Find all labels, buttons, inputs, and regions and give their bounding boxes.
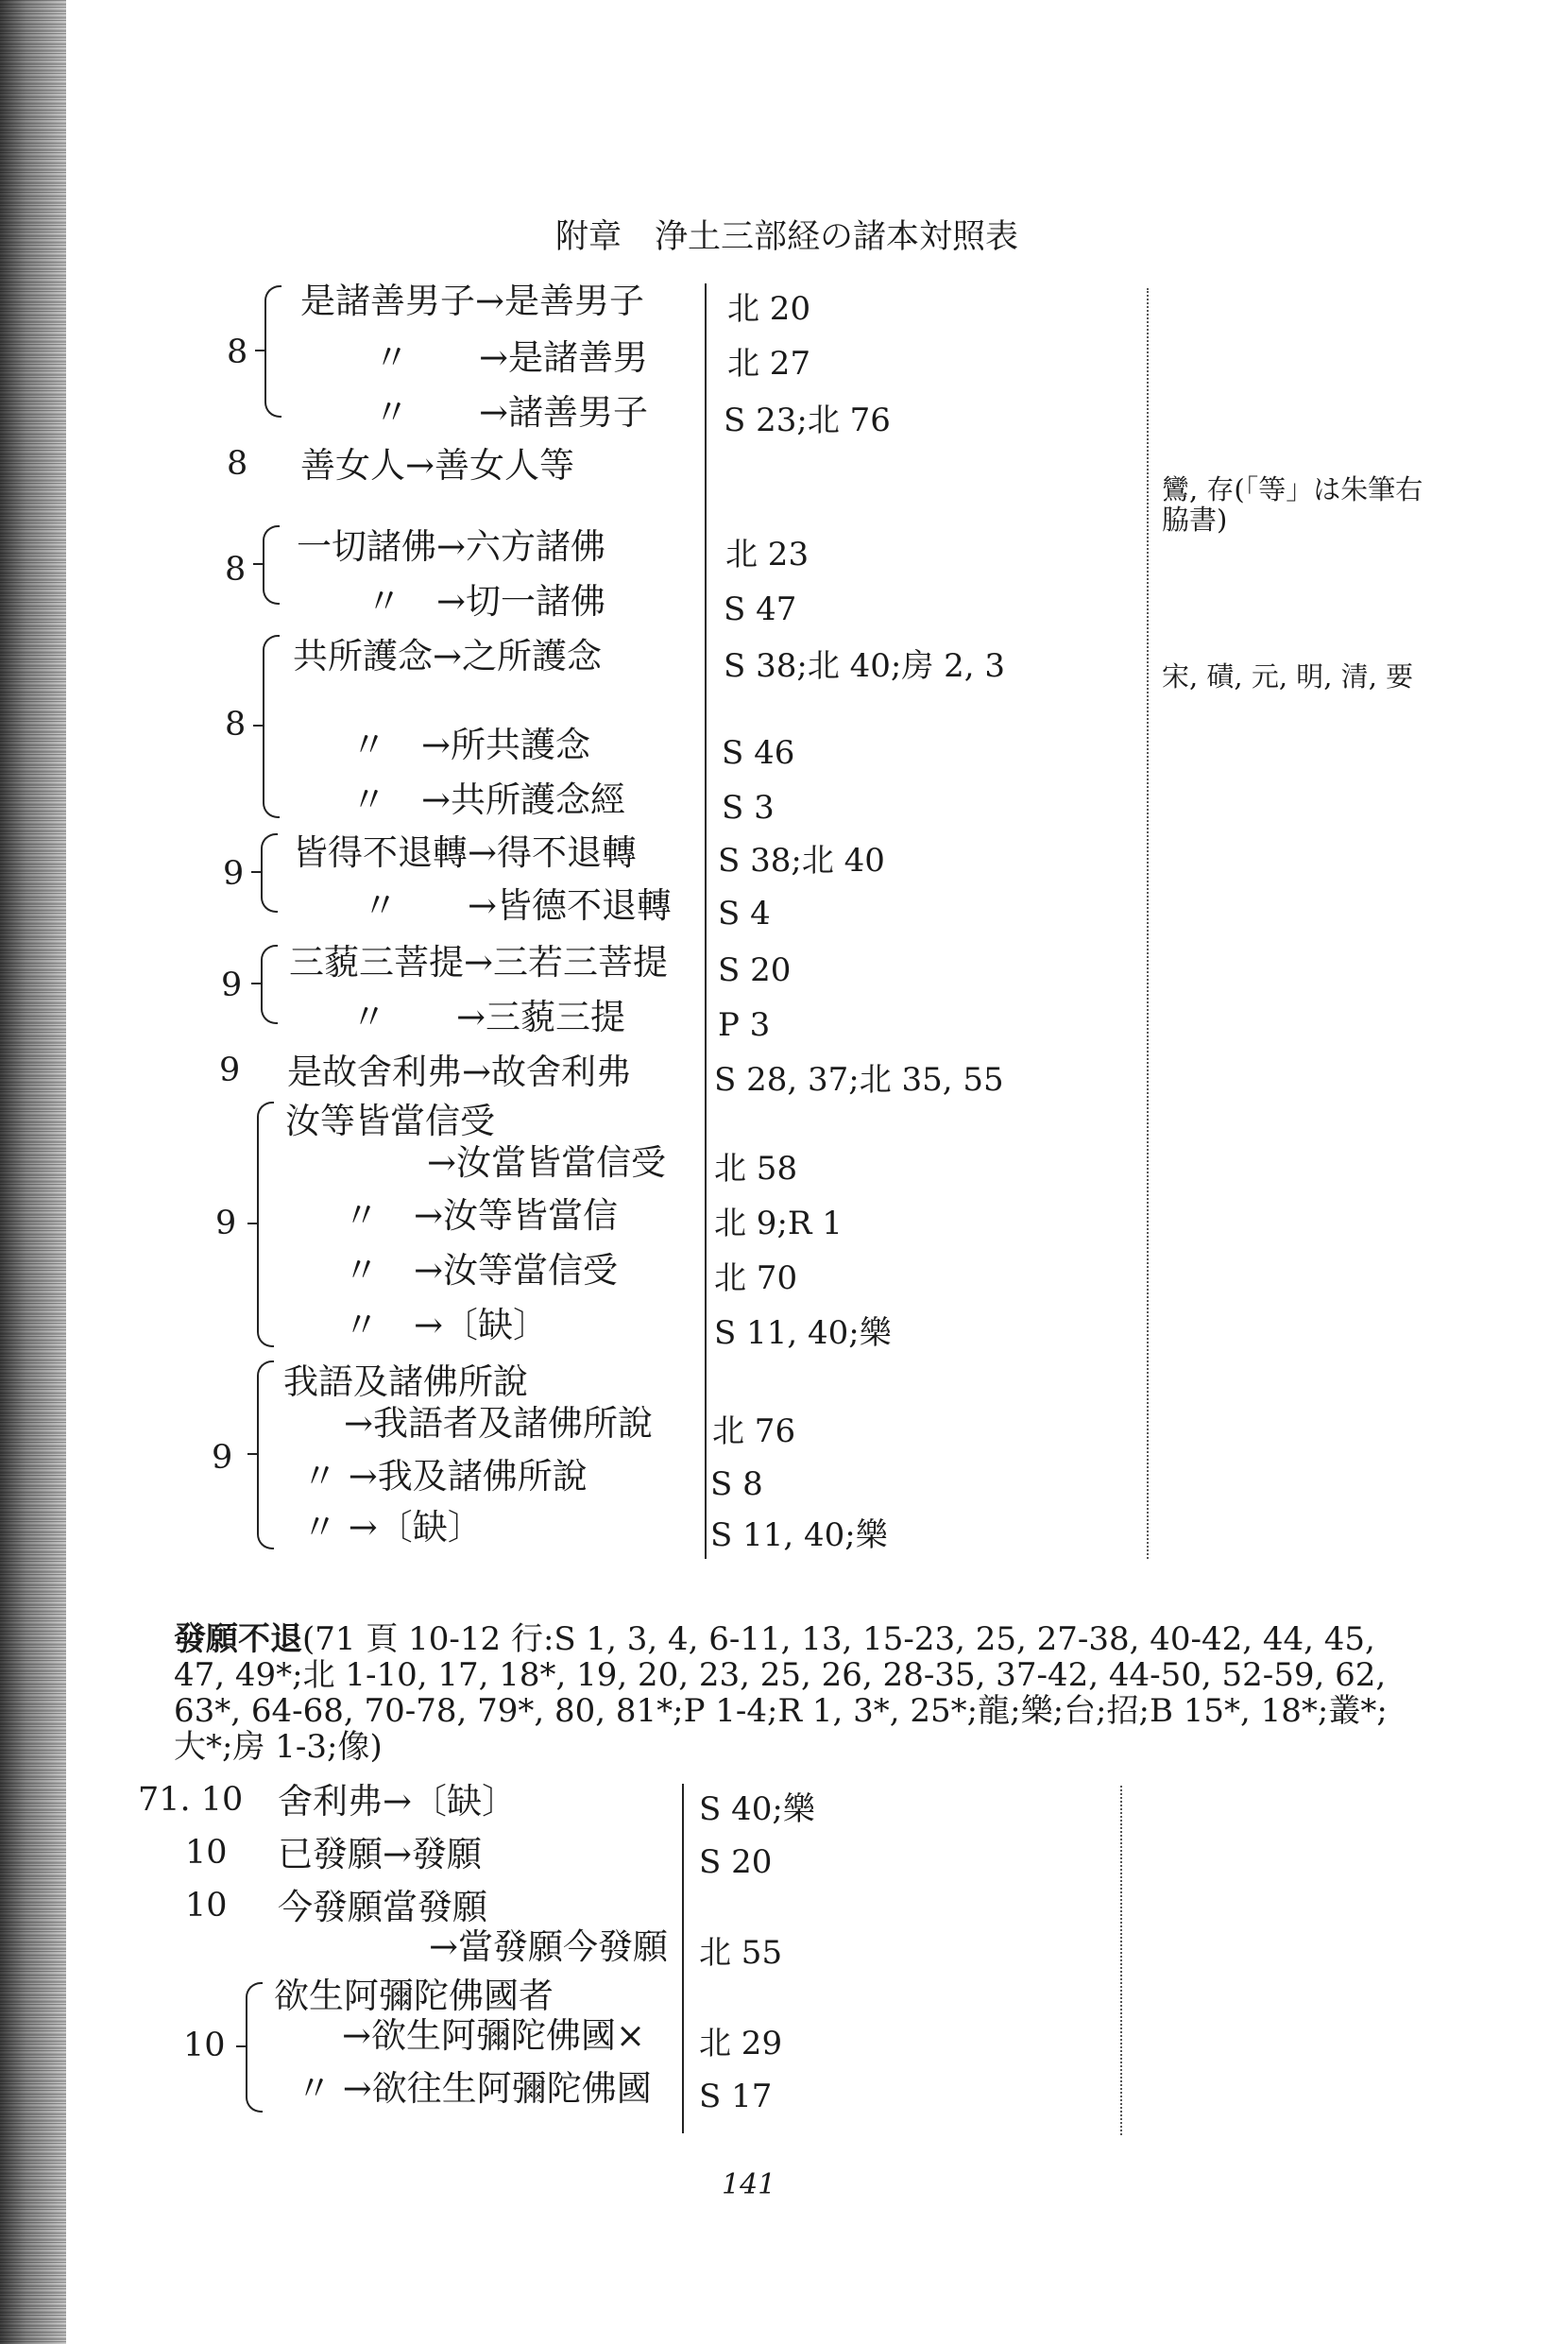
line-number: 9 — [221, 967, 243, 1004]
source-ref: S 28, 37;北 35, 55 — [714, 1061, 1004, 1099]
variant-entry: 三藐三菩提→三若三菩提 — [289, 942, 669, 983]
witness-note: 鸞, 存(「等」は朱筆右脇書) — [1162, 473, 1423, 536]
source-ref: S 4 — [718, 895, 771, 932]
variant-entry: 〃 →欲往生阿彌陀佛國 — [297, 2068, 652, 2109]
variant-entry: 皆得不退轉→得不退轉 — [293, 832, 638, 873]
source-ref: 北 55 — [699, 1934, 783, 1972]
source-ref: S 47 — [724, 590, 797, 628]
variant-entry: 〃 →三藐三提 — [351, 997, 626, 1037]
source-ref: S 20 — [718, 951, 792, 989]
source-ref: S 8 — [710, 1465, 763, 1503]
group-bracket — [257, 1102, 274, 1347]
variant-entry: 〃 →汝等皆當信 — [344, 1195, 619, 1236]
section-heading: 發願不退 — [174, 1620, 302, 1658]
source-ref: S 38;北 40 — [718, 842, 885, 880]
source-ref: S 17 — [699, 2078, 773, 2115]
variant-entry: 共所護念→之所護念 — [293, 636, 603, 676]
source-ref: 北 76 — [712, 1412, 796, 1450]
line-number: 8 — [227, 334, 248, 371]
witness-note: 宋, 磧, 元, 明, 清, 要 — [1162, 660, 1414, 693]
line-number: 9 — [215, 1205, 237, 1242]
section-heading-detail: (71 頁 10-12 行:S 1, 3, 4, 6-11, 13, 15-23, 25, 27-38, 40-42, 44, 45, 47, 49*;北 1-10, 17, 18*, 19, 20, 23, 25, 26, 28-35, 37-42, 44-50, 52-59, 62, 63*, 64-68, 70-78, 79*, 80, 81*;P 1-4;R 1, 3*, 25*;龍;樂;台;招;B 15*, 18*;叢*;大*;房 1-3;像) — [174, 1620, 1388, 1766]
variant-entry: 〃 →〔缺〕 — [302, 1507, 483, 1548]
source-ref: S 46 — [722, 734, 795, 772]
line-number: 9 — [212, 1439, 233, 1477]
source-ref: S 40;樂 — [699, 1790, 815, 1828]
section-heading-block — [174, 1621, 1392, 1765]
variant-entry: 善女人→善女人等 — [300, 445, 575, 486]
source-ref: 北 29 — [699, 2025, 783, 2062]
variant-entry-continuation: →我語者及諸佛所說 — [344, 1403, 654, 1444]
line-number: 8 — [227, 445, 248, 483]
group-bracket — [257, 1360, 274, 1549]
source-ref: S 23;北 76 — [724, 402, 891, 439]
group-bracket — [261, 833, 278, 913]
variant-entry: 已發願→發願 — [278, 1834, 483, 1874]
column-divider — [705, 283, 707, 1559]
variant-entry: 舍利弗→〔缺〕 — [278, 1781, 518, 1822]
source-ref: S 20 — [699, 1843, 773, 1881]
notes-divider — [1147, 288, 1149, 1559]
source-ref: S 11, 40;樂 — [714, 1314, 892, 1352]
source-ref: 北 9;R 1 — [714, 1205, 843, 1242]
variant-entry: 〃 →所共護念 — [351, 725, 591, 765]
group-bracket — [263, 635, 280, 818]
variant-entry: 汝等皆當信受 — [285, 1101, 495, 1141]
variant-entry: 〃 →諸善男子 — [374, 392, 649, 433]
group-bracket — [261, 945, 278, 1024]
variant-entry: 一切諸佛→六方諸佛 — [297, 526, 606, 567]
source-ref: 北 23 — [725, 536, 810, 573]
group-bracket — [264, 285, 281, 418]
variant-entry: 〃 →共所護念經 — [351, 779, 626, 820]
source-ref: S 11, 40;樂 — [710, 1516, 888, 1554]
line-number: 10 — [185, 1834, 228, 1872]
variant-entry: 〃 →切一諸佛 — [366, 581, 606, 622]
group-bracket — [263, 525, 280, 605]
line-number: 71. 10 — [138, 1781, 244, 1819]
variant-entry: 是諸善男子→是善男子 — [300, 281, 645, 321]
variant-entry: 〃 →汝等當信受 — [344, 1250, 619, 1291]
variant-entry: 今發願當發願 — [278, 1887, 487, 1927]
variant-entry: 〃 →〔缺〕 — [344, 1305, 549, 1345]
scan-edge-shadow — [0, 0, 66, 2344]
source-ref: S 3 — [722, 789, 775, 827]
source-ref: 北 20 — [727, 290, 811, 328]
variant-entry-continuation: →當發願今發願 — [429, 1926, 669, 1967]
line-number: 9 — [223, 855, 245, 893]
source-ref: P 3 — [718, 1006, 771, 1044]
variant-entry: 是故舍利弗→故舍利弗 — [287, 1052, 632, 1092]
variant-entry: 〃 →是諸善男 — [374, 337, 649, 378]
source-ref: 北 27 — [727, 345, 811, 383]
variant-entry: 〃 →我及諸佛所說 — [302, 1456, 588, 1497]
source-ref: 北 58 — [714, 1150, 798, 1188]
variant-entry-continuation: →汝當皆當信受 — [427, 1142, 667, 1183]
line-number: 8 — [225, 551, 247, 589]
source-ref: S 38;北 40;房 2, 3 — [724, 647, 1006, 685]
source-ref: 北 70 — [714, 1259, 798, 1297]
line-number: 9 — [219, 1052, 241, 1089]
variant-entry: 〃 →皆德不退轉 — [363, 885, 673, 926]
notes-divider — [1120, 1786, 1122, 2135]
variant-entry-continuation: →欲生阿彌陀佛國× — [342, 2015, 646, 2056]
running-header: 附章 浄土三部経の諸本対照表 — [555, 218, 1019, 256]
page-number: 141 — [722, 2168, 776, 2201]
variant-entry: 我語及諸佛所說 — [283, 1361, 528, 1402]
variant-entry: 欲生阿彌陀佛國者 — [274, 1976, 554, 2016]
line-number: 8 — [225, 706, 247, 744]
line-number: 10 — [185, 1887, 228, 1925]
line-number: 10 — [183, 2027, 226, 2064]
group-bracket — [246, 1982, 263, 2113]
column-divider — [682, 1784, 684, 2133]
